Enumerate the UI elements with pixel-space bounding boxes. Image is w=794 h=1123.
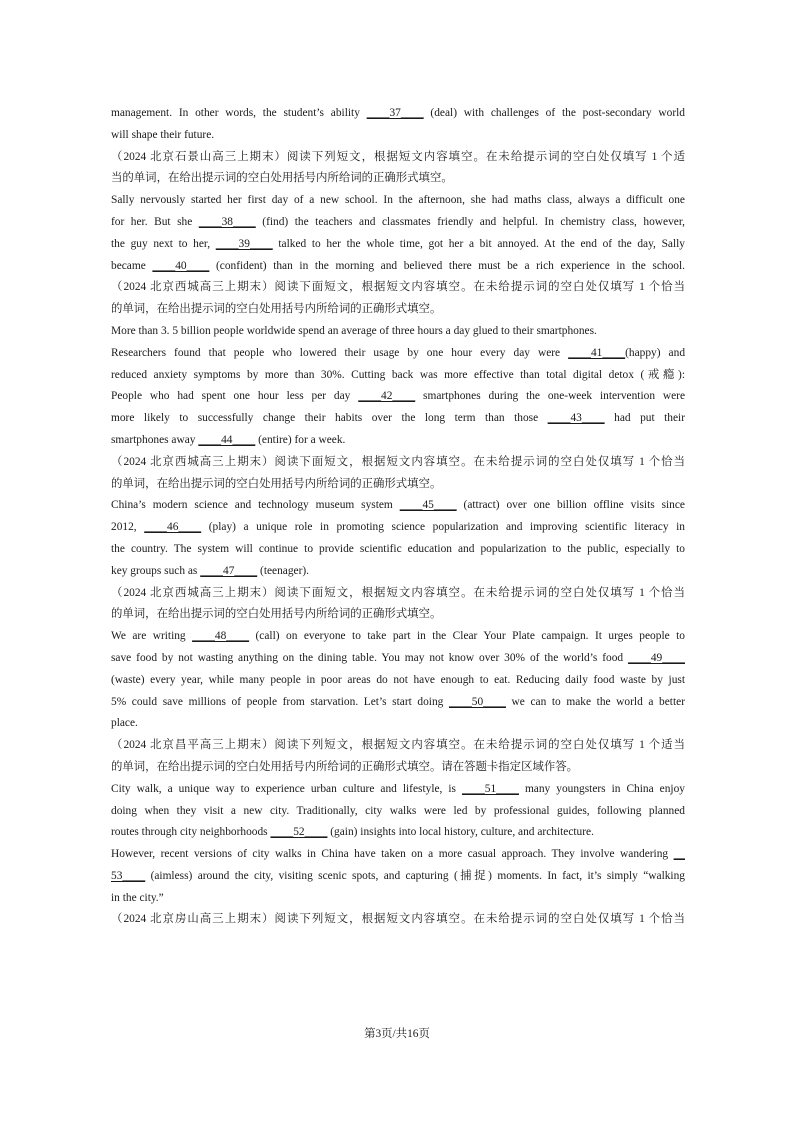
- text-line: [111, 234, 685, 256]
- text-line: [111, 452, 685, 474]
- text-run: many youngsters in China enjoy: [518, 782, 685, 795]
- text-line: [111, 626, 685, 648]
- text-run: （2024 北京石景山高三上期末）阅读下列短文，根据短文内容填空。在未给提示词的空白处仅填写 1 个适: [111, 150, 685, 163]
- text-line: [111, 517, 685, 539]
- answer-blank: ____38____: [198, 215, 256, 228]
- text-run: key groups such as: [111, 564, 201, 577]
- text-run: (gain) insights into local history, culture, and architecture.: [327, 826, 594, 839]
- answer-blank: ____41____: [568, 346, 626, 359]
- text-run: However, recent versions of city walks in China have taken on a more casual approach. They involve wandering: [111, 848, 674, 861]
- text-run: had put their: [604, 412, 686, 425]
- answer-blank: ____39____: [215, 237, 273, 250]
- text-run: (deal) with challenges of the post-secondary world: [423, 107, 685, 119]
- text-line: [111, 648, 685, 670]
- text-line: [111, 561, 685, 583]
- answer-blank: ____37____: [366, 107, 424, 119]
- text-line: [111, 801, 685, 823]
- text-line: [111, 474, 685, 496]
- text-run: talked to her the whole time, got her a bit annoyed. At the end of the day, Sally: [272, 237, 685, 250]
- text-line: [111, 212, 685, 234]
- text-run: （2024 北京昌平高三上期末）阅读下列短文，根据短文内容填空。在未给提示词的空白处仅填写 1 个适当: [111, 739, 685, 752]
- text-run: 5% could save millions of people from starvation. Let’s start doing: [111, 695, 449, 708]
- text-line: [111, 277, 685, 299]
- text-line: [111, 256, 685, 278]
- answer-blank: ____51____: [461, 782, 519, 795]
- text-line: [111, 844, 685, 866]
- answer-blank: ____50____: [448, 695, 506, 708]
- text-run: More than 3. 5 billion people worldwide spend an average of three hours a day glued to their smartphones.: [111, 324, 597, 337]
- text-run: reduced anxiety symptoms by more than 30%. Cutting back was more effective than total digital detox (戒瘾):: [111, 368, 685, 381]
- text-line: [111, 365, 685, 387]
- text-run: 的单词，在给出提示词的空白处用括号内所给词的正确形式填空。: [111, 303, 442, 316]
- text-run: save food by not wasting anything on the dining table. You may not know over 30% of the world’s food: [111, 651, 629, 664]
- text-run: (waste) every year, while many people in poor areas do not have enough to eat. Reducing daily food waste by just: [111, 673, 685, 686]
- text-line: [111, 539, 685, 561]
- text-run: City walk, a unique way to experience urban culture and lifestyle, is: [111, 782, 462, 795]
- answer-blank: ____47____: [200, 564, 258, 577]
- text-line: [111, 430, 685, 452]
- text-run: the guy next to her,: [111, 237, 216, 250]
- answer-blank: ____52____: [270, 826, 328, 839]
- text-run: doing when they visit a new city. Traditionally, city walks were led by professional guides, following planned: [111, 804, 685, 817]
- page-number: 第3页/共16页: [364, 1028, 430, 1040]
- text-line: [111, 125, 685, 147]
- text-line: [111, 779, 685, 801]
- text-line: [111, 888, 685, 910]
- text-line: [111, 866, 685, 888]
- text-line: [111, 604, 685, 626]
- answer-blank: ____49____: [628, 651, 685, 664]
- text-run: became: [111, 259, 153, 272]
- text-run: China’s modern science and technology museum system: [111, 499, 400, 512]
- text-run: 的单词，在给出提示词的空白处用括号内所给词的正确形式填空。请在答题卡指定区域作答。: [111, 760, 579, 773]
- text-line: [111, 147, 685, 169]
- text-line: [111, 103, 685, 125]
- text-run: smartphones away: [111, 433, 199, 446]
- text-run: place.: [111, 717, 138, 730]
- text-line: [111, 583, 685, 605]
- text-run: routes through city neighborhoods: [111, 826, 271, 839]
- text-run: for her. But she: [111, 215, 199, 228]
- text-run: (call) on everyone to take part in the Clear Your Plate campaign. It urges people to: [249, 630, 685, 643]
- text-run: in the city.”: [111, 891, 164, 904]
- answer-blank: 53____: [111, 869, 146, 882]
- text-run: (confident) than in the morning and believed there must be a rich experience in the school.: [209, 259, 685, 272]
- text-run: （2024 北京西城高三上期末）阅读下面短文，根据短文内容填空。在未给提示词的空白处仅填写 1 个恰当: [111, 281, 685, 294]
- answer-blank: ____40____: [152, 259, 210, 272]
- answer-blank: ____46____: [144, 521, 202, 534]
- answer-blank: ____43____: [547, 412, 605, 425]
- text-line: [111, 692, 685, 714]
- text-run: Researchers found that people who lowered their usage by one hour every day were: [111, 346, 569, 359]
- text-run: （2024 北京房山高三上期末）阅读下列短文，根据短文内容填空。在未给提示词的空白处仅填写 1 个恰当: [111, 913, 685, 926]
- text-line: [111, 735, 685, 757]
- text-line: [111, 386, 685, 408]
- answer-blank: __: [673, 848, 685, 861]
- answer-blank: ____45____: [399, 499, 457, 512]
- text-run: （2024 北京西城高三上期末）阅读下面短文，根据短文内容填空。在未给提示词的空白处仅填写 1 个恰当: [111, 455, 685, 468]
- text-run: Sally nervously started her first day of a new school. In the afternoon, she had maths class, always a difficult one: [111, 194, 685, 207]
- text-run: 的单词，在给出提示词的空白处用括号内所给词的正确形式填空。: [111, 608, 442, 621]
- text-run: smartphones during the one-week intervention were: [415, 390, 686, 403]
- text-run: more likely to successfully change their habits over the long term than those: [111, 412, 548, 425]
- text-line: [111, 190, 685, 212]
- text-run: will shape their future.: [111, 128, 215, 141]
- text-line: [111, 168, 685, 190]
- text-line: [111, 495, 685, 517]
- text-run: management. In other words, the student’s ability: [111, 107, 367, 119]
- text-run: (attract) over one billion offline visits since: [456, 499, 685, 512]
- answer-blank: ____44____: [198, 433, 256, 446]
- text-run: we can to make the world a better: [505, 695, 685, 708]
- text-run: 的单词，在给出提示词的空白处用括号内所给词的正确形式填空。: [111, 477, 442, 490]
- text-run: (find) the teachers and classmates friendly and helpful. In chemistry class, however,: [255, 215, 686, 228]
- text-run: (play) a unique role in promoting science popularization and improving scientific literacy in: [201, 521, 685, 534]
- document-body: [111, 103, 685, 931]
- text-run: （2024 北京西城高三上期末）阅读下面短文，根据短文内容填空。在未给提示词的空白处仅填写 1 个恰当: [111, 586, 685, 599]
- text-run: (teenager).: [257, 564, 310, 577]
- text-run: (aimless) around the city, visiting scenic spots, and capturing (捕捉) moments. In fact, it’s simply “walking: [145, 869, 685, 882]
- text-line: [111, 670, 685, 692]
- answer-blank: ____42____: [358, 390, 416, 403]
- text-run: We are writing: [111, 630, 193, 643]
- text-line: [111, 909, 685, 931]
- answer-blank: ____48____: [192, 630, 250, 643]
- text-line: [111, 408, 685, 430]
- text-line: [111, 343, 685, 365]
- text-run: People who had spent one hour less per day: [111, 390, 359, 403]
- text-run: 2012,: [111, 521, 145, 534]
- text-line: [111, 713, 685, 735]
- text-line: [111, 757, 685, 779]
- text-run: (happy) and: [625, 346, 686, 359]
- text-run: the country. The system will continue to provide scientific education and popularization to the public, especially to: [111, 542, 685, 555]
- text-line: [111, 299, 685, 321]
- text-run: (entire) for a week.: [255, 433, 346, 446]
- text-line: [111, 321, 685, 343]
- text-run: 当的单词，在给出提示词的空白处用括号内所给词的正确形式填空。: [111, 172, 453, 185]
- text-line: [111, 822, 685, 844]
